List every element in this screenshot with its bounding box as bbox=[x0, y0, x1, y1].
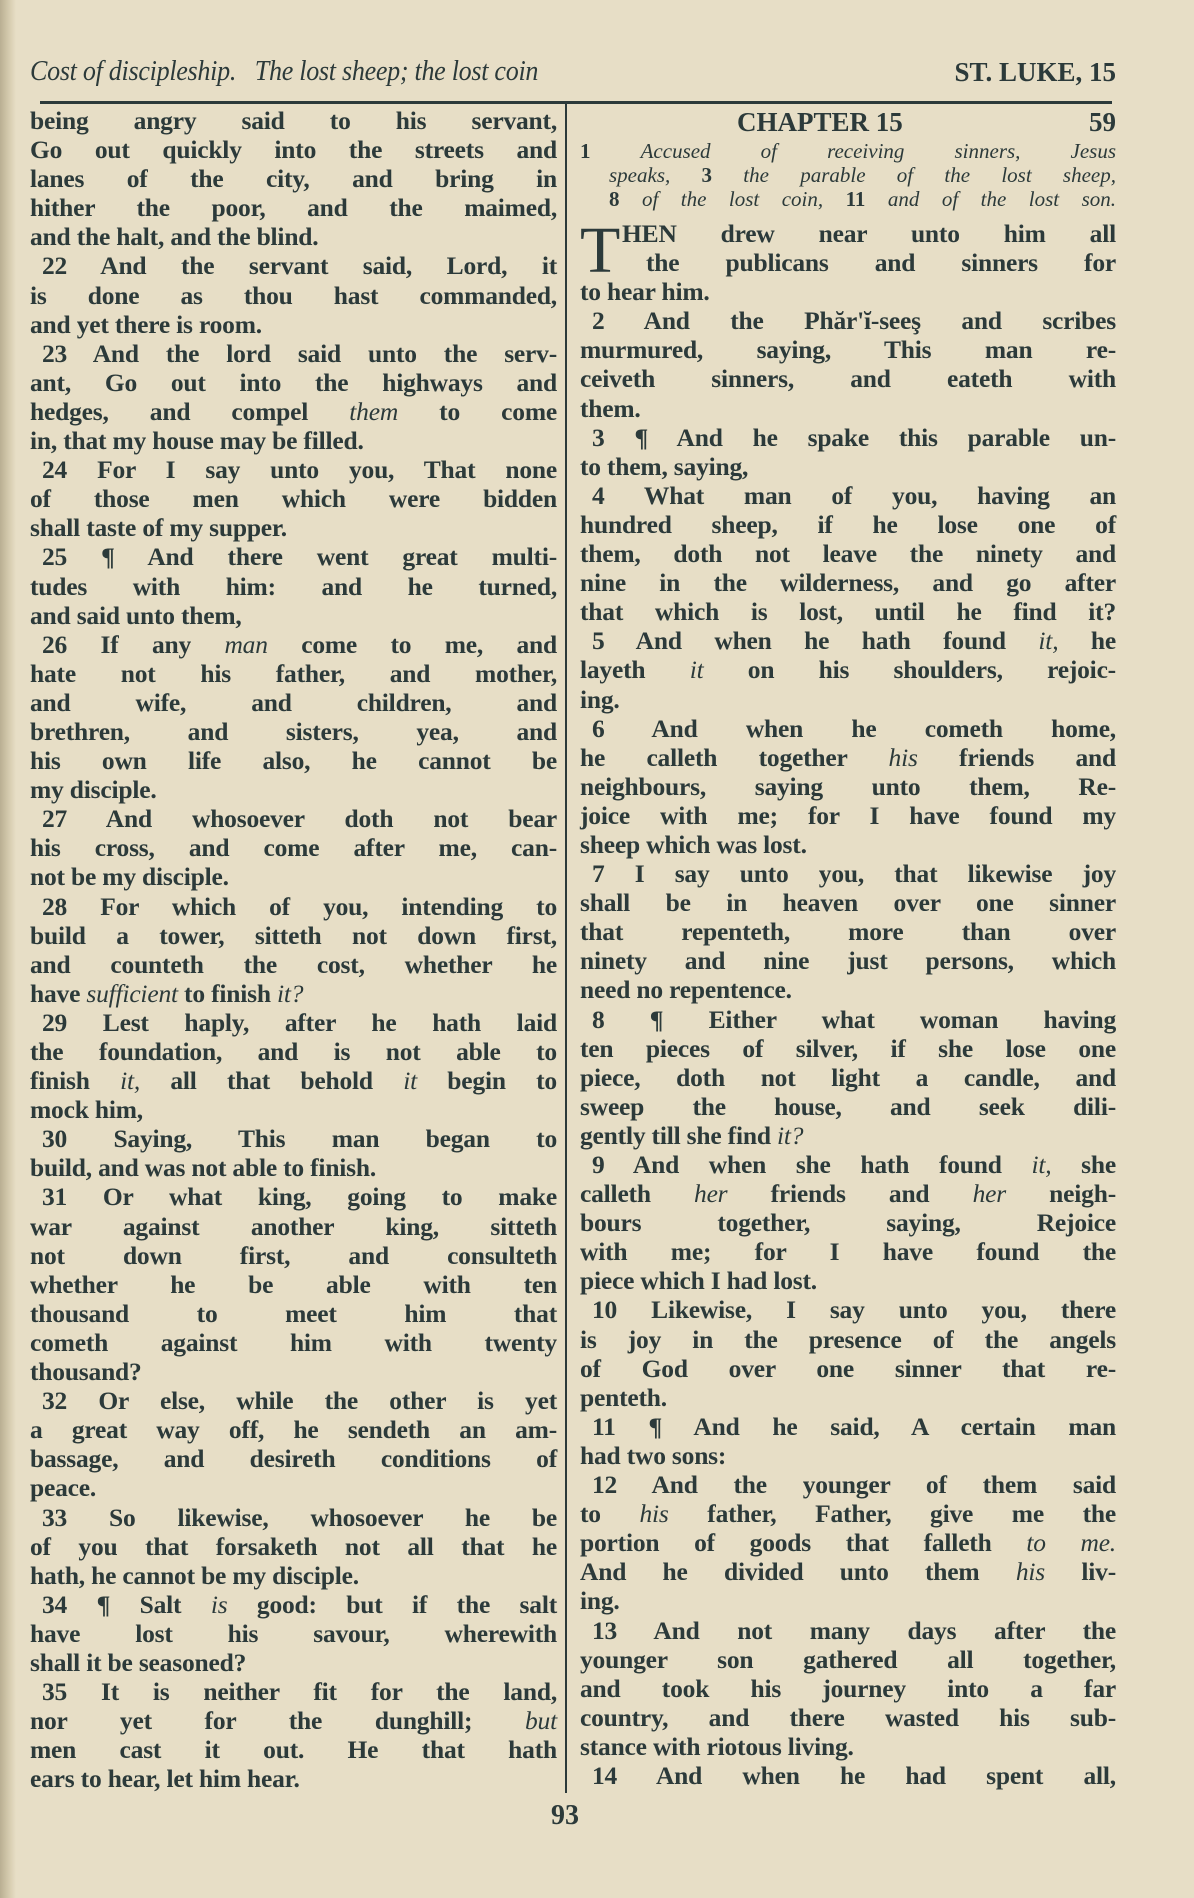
text-line: and yet there is room. bbox=[30, 309, 262, 339]
text-line: 4 What man of you, having an bbox=[592, 480, 1116, 510]
text-line: cometh against him with twenty bbox=[30, 1327, 557, 1357]
text-line: that repenteth, more than over bbox=[580, 917, 1116, 947]
text-line: is done as thou hast commanded, bbox=[30, 280, 557, 310]
text-line: sweep the house, and seek dili- bbox=[580, 1091, 1116, 1121]
text-line: mock him, bbox=[30, 1095, 143, 1125]
text-line: and counteth the cost, whether he bbox=[30, 949, 557, 979]
text-line: and the halt, and the blind. bbox=[30, 222, 319, 252]
text-line: ninety and nine just persons, which bbox=[580, 946, 1116, 976]
text-line: 35 It is neither fit for the land, bbox=[42, 1677, 557, 1707]
text-line: 26 If any man come to me, and bbox=[42, 629, 557, 659]
running-head-book-chapter: ST. LUKE, 15 bbox=[954, 57, 1116, 87]
text-line: the foundation, and is not able to bbox=[30, 1037, 557, 1066]
chapter-title: CHAPTER 15 bbox=[737, 107, 903, 137]
text-line: 12 And the younger of them said bbox=[592, 1470, 1116, 1500]
text-line: to his father, Father, give me the bbox=[580, 1499, 1116, 1529]
text-line: lanes of the city, and bring in bbox=[30, 164, 557, 194]
text-line: 6 And when he cometh home, bbox=[592, 713, 1116, 743]
text-line: is joy in the presence of the angels bbox=[580, 1324, 1116, 1354]
text-line: war against another king, sitteth bbox=[30, 1211, 557, 1241]
text-line: ten pieces of silver, if she lose one bbox=[580, 1033, 1116, 1063]
text-line: Go out quickly into the streets and bbox=[30, 135, 557, 165]
text-line: not down first, and consulteth bbox=[30, 1240, 557, 1270]
text-line: penteth. bbox=[580, 1382, 667, 1412]
text-line: and said unto them, bbox=[30, 600, 242, 630]
text-line: 3 ¶ And he spake this parable un- bbox=[592, 422, 1116, 452]
text-line: in, that my house may be filled. bbox=[30, 426, 364, 456]
chapter-summary bbox=[580, 139, 1116, 211]
text-line: of you that forsaketh not all that he bbox=[30, 1531, 557, 1561]
text-line: need no repentence. bbox=[580, 975, 792, 1005]
text-line: ing. bbox=[580, 684, 620, 714]
text-line: shall it be seasoned? bbox=[30, 1647, 247, 1677]
text-line: bassage, and desireth conditions of bbox=[30, 1444, 557, 1474]
running-head bbox=[30, 50, 1116, 96]
text-line: to hear him. bbox=[580, 277, 710, 307]
text-line: being angry said to his servant, bbox=[30, 106, 557, 135]
text-line: piece, doth not light a candle, and bbox=[580, 1062, 1116, 1092]
text-line: piece which I had lost. bbox=[580, 1266, 817, 1296]
text-line: 5 And when he hath found it, he bbox=[592, 626, 1116, 656]
text-line: 32 Or else, while the other is yet bbox=[42, 1386, 557, 1416]
text-line: 14 And when he had spent all, bbox=[592, 1760, 1116, 1790]
text-line: 10 Likewise, I say unto you, there bbox=[592, 1295, 1116, 1325]
text-line: had two sons: bbox=[580, 1440, 727, 1470]
text-line: 23 And the lord said unto the serv- bbox=[42, 338, 557, 368]
text-line: shall taste of my supper. bbox=[30, 513, 287, 543]
text-line: younger son gathered all together, bbox=[580, 1644, 1116, 1674]
text-line: peace. bbox=[30, 1473, 97, 1503]
text-line: them, doth not leave the ninety and bbox=[580, 539, 1116, 569]
text-line: nor yet for the dunghill; but bbox=[30, 1706, 557, 1736]
text-line: he calleth together his friends and bbox=[580, 742, 1117, 772]
text-line: hate not his father, and mother, bbox=[30, 658, 557, 688]
text-line: portion of goods that falleth to me. bbox=[580, 1528, 1116, 1558]
text-line: nine in the wilderness, and go after bbox=[580, 568, 1116, 598]
chapter-text bbox=[580, 214, 1117, 1790]
text-line: and wife, and children, and bbox=[30, 687, 557, 717]
text-line: ceiveth sinners, and eateth with bbox=[580, 364, 1116, 394]
text-line: and took his journey into a far bbox=[580, 1673, 1116, 1703]
running-head-topic: Cost of discipleship. The lost sheep; the lost coin bbox=[30, 56, 539, 87]
text-line: HEN drew near unto him all bbox=[622, 219, 1116, 248]
text-line: neighbours, saying unto them, Re- bbox=[580, 771, 1116, 801]
text-line: shall be in heaven over one sinner bbox=[580, 888, 1116, 918]
text-line: ing. bbox=[580, 1586, 620, 1616]
text-line: my disciple. bbox=[30, 775, 157, 805]
text-line: ant, Go out into the highways and bbox=[30, 367, 557, 397]
text-line: men cast it out. He that hath bbox=[30, 1735, 557, 1765]
text-line: 7 I say unto you, that likewise joy bbox=[592, 859, 1116, 889]
text-line: a great way off, he sendeth an am- bbox=[30, 1415, 557, 1445]
header-rule bbox=[40, 101, 1112, 104]
text-line: thousand to meet him that bbox=[30, 1298, 557, 1328]
text-line: joice with me; for I have found my bbox=[580, 800, 1116, 830]
text-line: hedges, and compel them to come bbox=[30, 396, 557, 426]
text-line: with me; for I have found the bbox=[580, 1237, 1116, 1267]
right-column bbox=[580, 106, 1116, 1790]
text-line: that which is lost, until he find it? bbox=[580, 597, 1116, 627]
text-line: not be my disciple. bbox=[30, 862, 229, 892]
summary-line: speaks, 3 the parable of the lost sheep, bbox=[609, 163, 1116, 187]
text-line: 13 And not many days after the bbox=[592, 1615, 1116, 1645]
text-line: 8 ¶ Either what woman having bbox=[592, 1004, 1116, 1034]
text-line: 11 ¶ And he said, A certain man bbox=[592, 1411, 1116, 1441]
text-line: his cross, and come after me, can- bbox=[30, 833, 557, 863]
text-line: finish it, all that behold it begin to bbox=[30, 1066, 557, 1096]
text-line: of God over one sinner that re- bbox=[580, 1353, 1116, 1383]
text-line: gently till she find it? bbox=[580, 1120, 804, 1150]
summary-line: 1 Accused of receiving sinners, Jesus bbox=[580, 139, 1116, 163]
text-line: whether he be able with ten bbox=[30, 1269, 557, 1299]
text-line: build, and was not able to finish. bbox=[30, 1153, 377, 1183]
page-number: 93 bbox=[551, 1800, 579, 1831]
text-line: bours together, saying, Rejoice bbox=[580, 1208, 1116, 1238]
text-line: 34 ¶ Salt is good: but if the salt bbox=[42, 1589, 557, 1619]
chapter-verse-number: 59 bbox=[1089, 107, 1116, 137]
text-line: his own life also, he cannot be bbox=[30, 746, 557, 776]
text-line: 22 And the servant said, Lord, it bbox=[42, 251, 557, 281]
book-binding-shadow bbox=[0, 0, 16, 1898]
chapter-heading bbox=[580, 106, 1116, 139]
text-line: build a tower, sitteth not down first, bbox=[30, 920, 557, 950]
text-line: 31 Or what king, going to make bbox=[42, 1182, 557, 1212]
drop-cap: T bbox=[580, 214, 621, 287]
text-line: hundred sheep, if he lose one of bbox=[580, 509, 1116, 539]
text-line: to them, saying, bbox=[580, 451, 749, 481]
text-line: of those men which were bidden bbox=[30, 484, 557, 514]
text-line: And he divided unto them his liv- bbox=[580, 1557, 1116, 1587]
text-line: 33 So likewise, whosoever he be bbox=[42, 1502, 557, 1532]
text-line: murmured, saying, This man re- bbox=[580, 335, 1116, 365]
text-line: brethren, and sisters, yea, and bbox=[30, 716, 557, 746]
text-line: tudes with him: and he turned, bbox=[30, 571, 557, 601]
text-line: 27 And whosoever doth not bear bbox=[42, 804, 557, 834]
text-line: stance with riotous living. bbox=[580, 1731, 854, 1761]
text-line: 24 For I say unto you, That none bbox=[42, 455, 557, 485]
text-line: thousand? bbox=[30, 1357, 142, 1387]
text-line: 30 Saying, This man began to bbox=[42, 1124, 557, 1154]
text-line: sheep which was lost. bbox=[580, 829, 807, 859]
text-line: 28 For which of you, intending to bbox=[42, 891, 557, 921]
text-line: them. bbox=[580, 393, 641, 423]
text-line: 2 And the Phăr'ĭ-seeş and scribes bbox=[592, 306, 1116, 336]
text-line: have sufficient to finish it? bbox=[30, 978, 304, 1008]
text-line: the publicans and sinners for bbox=[646, 248, 1116, 278]
column-divider bbox=[565, 103, 567, 1793]
text-line: 29 Lest haply, after he hath laid bbox=[42, 1007, 557, 1037]
text-line: ears to hear, let him hear. bbox=[30, 1764, 300, 1794]
text-line: 9 And when she hath found it, she bbox=[592, 1150, 1117, 1179]
left-column bbox=[30, 106, 557, 1793]
text-line: have lost his savour, wherewith bbox=[30, 1618, 557, 1648]
text-line: layeth it on his shoulders, rejoic- bbox=[580, 655, 1116, 685]
text-line: hath, he cannot be my disciple. bbox=[30, 1560, 359, 1590]
text-line: 25 ¶ And there went great multi- bbox=[42, 542, 557, 572]
text-line: country, and there wasted his sub- bbox=[580, 1702, 1116, 1732]
text-line: calleth her friends and her neigh- bbox=[580, 1179, 1116, 1209]
text-line: hither the poor, and the maimed, bbox=[30, 193, 557, 223]
summary-line: 8 of the lost coin, 11 and of the lost son. bbox=[609, 187, 1117, 211]
